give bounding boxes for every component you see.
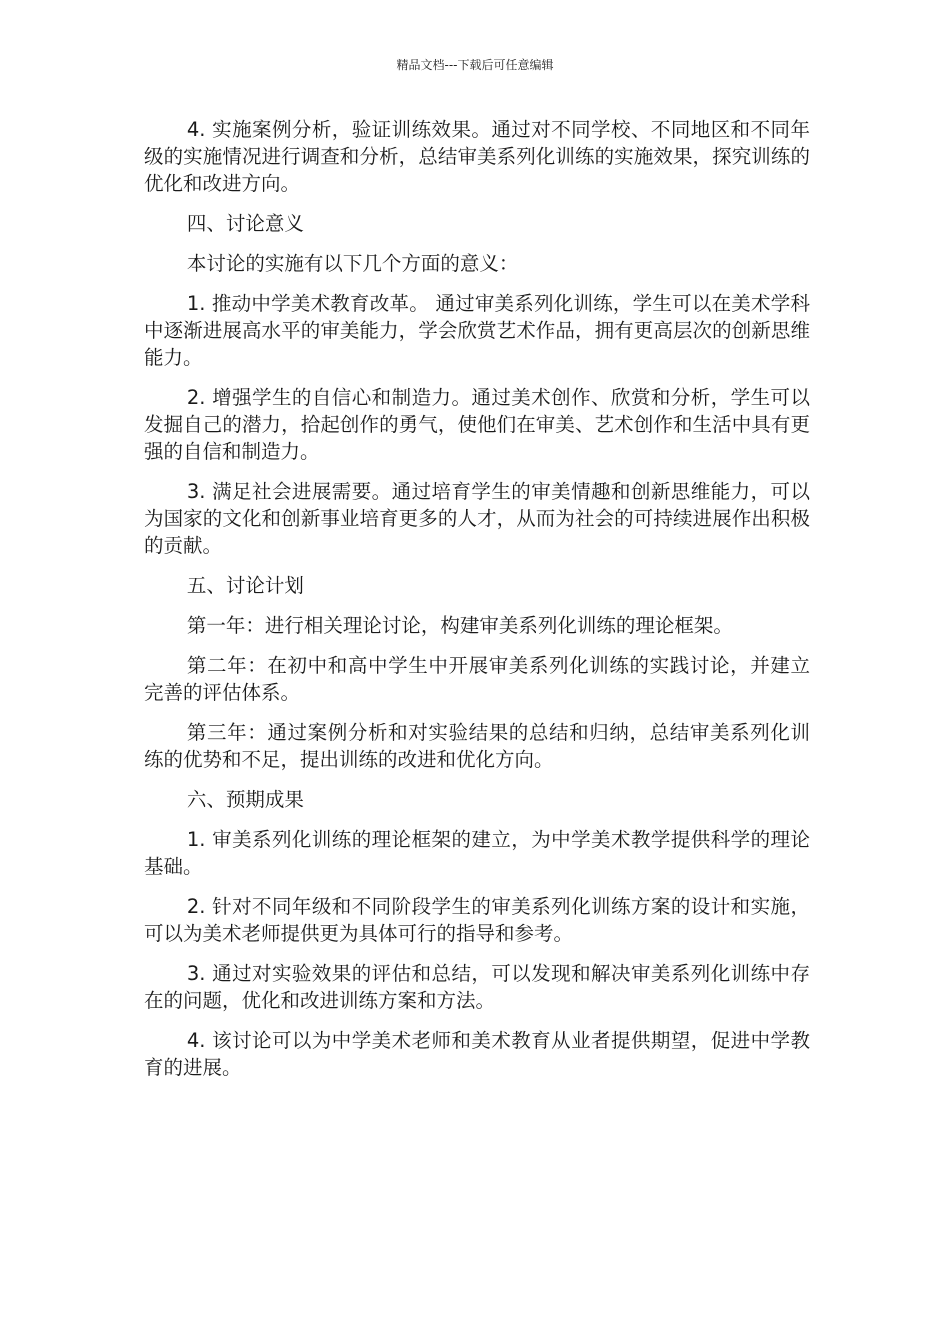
paragraph-item-4-case-analysis: 4. 实施案例分析，验证训练效果。通过对不同学校、不同地区和不同年级的实施情况进行调查和分析，总结审美系列化训练的实施效果，探究训练的优化和改进方向。 bbox=[144, 118, 810, 195]
paragraph-plan-year-3: 第三年：通过案例分析和对实验结果的总结和归纳，总结审美系列化训练的优势和不足，提出训练的改进和优化方向。 bbox=[144, 721, 810, 771]
section-heading-outcomes: 六、预期成果 bbox=[186, 788, 304, 811]
paragraph-outcome-2: 2. 针对不同年级和不同阶段学生的审美系列化训练方案的设计和实施，可以为美术老师提供更为具体可行的指导和参考。 bbox=[144, 895, 810, 945]
page-header: 精品文档---下载后可任意编辑 bbox=[396, 58, 554, 72]
section-heading-significance: 四、讨论意义 bbox=[186, 212, 304, 235]
paragraph-significance-intro: 本讨论的实施有以下几个方面的意义： bbox=[186, 252, 519, 275]
paragraph-significance-3: 3. 满足社会进展需要。通过培育学生的审美情趣和创新思维能力，可以为国家的文化和创新事业培育更多的人才，从而为社会的可持续进展作出积极的贡献。 bbox=[144, 480, 810, 557]
paragraph-outcome-4: 4. 该讨论可以为中学美术老师和美术教育从业者提供期望，促进中学教育的进展。 bbox=[144, 1029, 810, 1079]
paragraph-outcome-3: 3. 通过对实验效果的评估和总结，可以发现和解决审美系列化训练中存在的问题，优化和改进训练方案和方法。 bbox=[144, 962, 810, 1012]
section-heading-plan: 五、讨论计划 bbox=[186, 574, 304, 597]
paragraph-outcome-1: 1. 审美系列化训练的理论框架的建立，为中学美术教学提供科学的理论基础。 bbox=[144, 828, 810, 878]
paragraph-plan-year-1: 第一年：进行相关理论讨论，构建审美系列化训练的理论框架。 bbox=[186, 614, 733, 637]
paragraph-plan-year-2: 第二年：在初中和高中学生中开展审美系列化训练的实践讨论，并建立完善的评估体系。 bbox=[144, 654, 810, 704]
document-body bbox=[144, 116, 810, 1094]
paragraph-significance-2: 2. 增强学生的自信心和制造力。通过美术创作、欣赏和分析，学生可以发掘自己的潜力，拾起创作的勇气，使他们在审美、艺术创作和生活中具有更强的自信和制造力。 bbox=[144, 386, 810, 463]
paragraph-significance-1: 1. 推动中学美术教育改革。 通过审美系列化训练，学生可以在美术学科中逐渐进展高水平的审美能力，学会欣赏艺术作品，拥有更高层次的创新思维能力。 bbox=[144, 292, 810, 369]
